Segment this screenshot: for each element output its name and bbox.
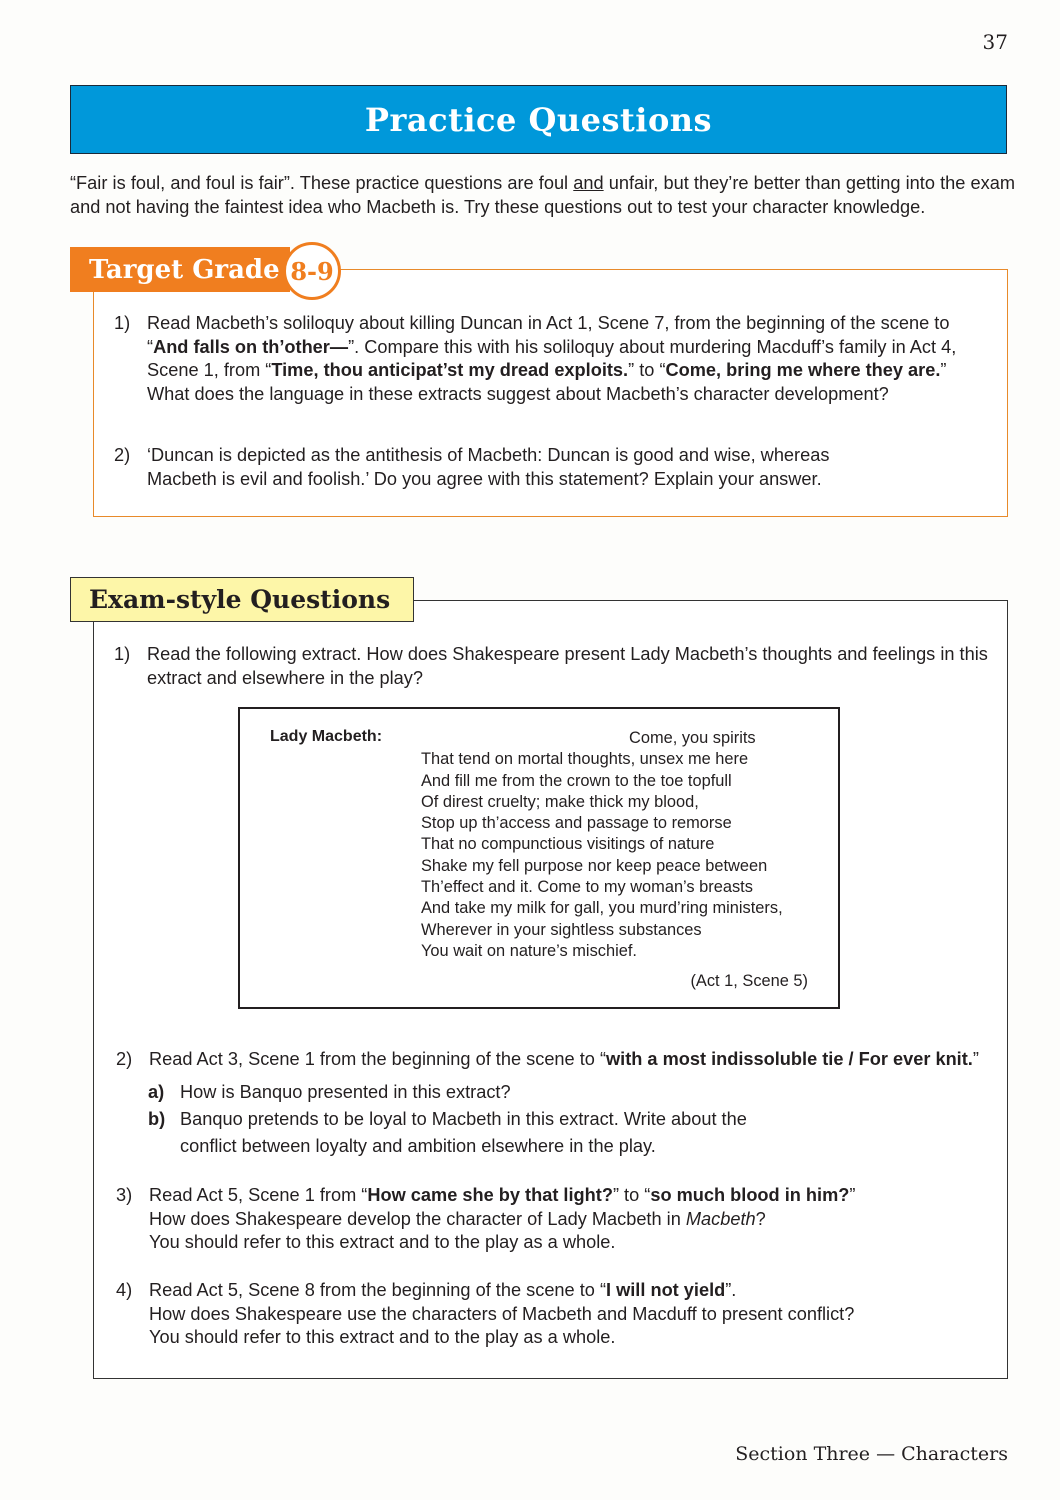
question-text <box>147 312 984 406</box>
extract-line: Of direst cruelty; make thick my blood, <box>421 792 699 811</box>
quote-bold: Come, bring me where they are. <box>665 360 941 380</box>
exam-question-2a <box>148 1079 778 1106</box>
question-number: 1) <box>114 644 131 664</box>
quote-bold: How came she by that light? <box>367 1185 613 1205</box>
intro-text-1: “Fair is foul, and foul is fair”. These practice questions are foul <box>70 173 574 193</box>
extract-lines <box>421 728 783 962</box>
text-segment: How does Shakespeare develop the character of Lady Macbeth in <box>149 1208 686 1229</box>
question-text: ‘Duncan is depicted as the antithesis of Macbeth: Duncan is good and wise, whereas Macbeth is evil and foolish.’ Do you agree with this statement? Explain your answer. <box>147 445 830 489</box>
extract-line: Wherever in your sightless substances <box>421 920 702 939</box>
sub-question-text: How is Banquo presented in this extract? <box>180 1082 511 1102</box>
question-text: Read the following extract. How does Shakespeare present Lady Macbeth’s thoughts and feelings in this extract and elsewhere in the play? <box>147 644 988 688</box>
text-segment: ” <box>849 1185 856 1205</box>
question-number: 2) <box>114 445 131 465</box>
text-segment: You should refer to this extract and to the play as a whole. <box>149 1232 616 1252</box>
text-segment: Read Act 5, Scene 8 from the beginning of the scene to “ <box>149 1280 606 1300</box>
text-segment: How does Shakespeare use the characters of Macbeth and Macduff to present conflict? <box>149 1303 855 1324</box>
text-segment: ” to “ <box>612 1185 651 1205</box>
intro-underlined: and <box>573 173 604 193</box>
quote-bold: And falls on th’other— <box>153 336 349 357</box>
text-segment: ” to “ <box>628 360 666 380</box>
extract-line: Shake my fell purpose nor keep peace between <box>421 856 768 875</box>
text-segment: Read Act 5, Scene 1 from “ <box>149 1185 368 1205</box>
extract-line: That tend on mortal thoughts, unsex me here <box>421 750 749 769</box>
exam-question-1 <box>114 643 994 690</box>
page-title-banner <box>70 85 1007 154</box>
extract-line: You wait on nature’s mischief. <box>421 941 637 960</box>
target-grade-header <box>70 247 290 292</box>
sub-question-text: Banquo pretends to be loyal to Macbeth in this extract. Write about the conflict between loyalty and ambition elsewhere in the play. <box>180 1109 747 1156</box>
extract-line: Come, you spirits <box>629 729 756 747</box>
question-number: 1) <box>114 313 131 333</box>
target-question-2 <box>114 444 904 491</box>
question-text <box>149 1048 996 1072</box>
question-text <box>149 1184 996 1255</box>
page-number: 37 <box>982 30 1008 54</box>
question-number: 4) <box>116 1280 133 1300</box>
page-title: Practice Questions <box>364 100 713 139</box>
text-segment: ”. <box>725 1280 737 1300</box>
grade-value: 8-9 <box>290 256 334 286</box>
exam-question-3 <box>116 1184 996 1255</box>
question-text <box>149 1279 996 1350</box>
extract-line: Stop up th’access and passage to remorse <box>421 814 732 833</box>
text-segment: Read Macbeth’s soliloquy about killing Duncan in Act 1, Scene 7, from the beginning of the scene to “ <box>147 313 950 357</box>
extract-box <box>238 707 840 1009</box>
exam-style-label: Exam-style Questions <box>89 585 391 614</box>
text-segment: ? <box>755 1208 766 1229</box>
extract-line: And take my milk for gall, you murd’ring ministers, <box>421 899 783 918</box>
exam-question-2b <box>148 1106 778 1160</box>
text-segment: You should refer to this extract and to the play as a whole. <box>149 1327 616 1347</box>
quote-bold: so much blood in him? <box>650 1185 850 1205</box>
text-segment: ” What does the language in these extracts suggest about Macbeth’s character development? <box>147 360 947 404</box>
target-question-1 <box>114 312 984 406</box>
exam-style-header <box>70 577 414 622</box>
intro-paragraph <box>70 171 1015 219</box>
extract-reference: (Act 1, Scene 5) <box>690 972 808 990</box>
exam-question-4 <box>116 1279 996 1350</box>
section-footer: Section Three — Characters <box>735 1443 1008 1465</box>
text-segment: ”. Compare this with his soliloquy about murdering Macduff’s family in Act 4, Scene 1, from “ <box>147 336 957 380</box>
text-segment: Read Act 3, Scene 1 from the beginning of the scene to “ <box>149 1049 606 1069</box>
question-number: 3) <box>116 1185 133 1205</box>
quote-bold: with a most indissoluble tie / For ever knit. <box>606 1049 973 1069</box>
question-number: 2) <box>116 1049 133 1069</box>
target-grade-label: Target Grade <box>89 254 280 285</box>
extract-speaker: Lady Macbeth: <box>270 728 383 745</box>
text-segment: ” <box>972 1049 979 1069</box>
intro-text-2: unfair, but they’re better than getting into the exam and not having the faintest idea who Macbeth is. Try these questions out to test your character knowledge. <box>70 173 1015 217</box>
sub-question-label: b) <box>148 1109 166 1129</box>
play-title-italic: Macbeth <box>685 1208 756 1229</box>
extract-line: And fill me from the crown to the toe topfull <box>421 771 732 790</box>
grade-badge <box>283 242 341 300</box>
extract-line: Th’effect and it. Come to my woman’s breasts <box>421 878 753 897</box>
exam-question-2 <box>116 1048 996 1072</box>
sub-question-label: a) <box>148 1082 165 1102</box>
extract-line: That no compunctious visitings of nature <box>421 835 715 854</box>
quote-bold: Time, thou anticipat’st my dread exploits. <box>271 360 629 380</box>
quote-bold: I will not yield <box>606 1280 726 1300</box>
